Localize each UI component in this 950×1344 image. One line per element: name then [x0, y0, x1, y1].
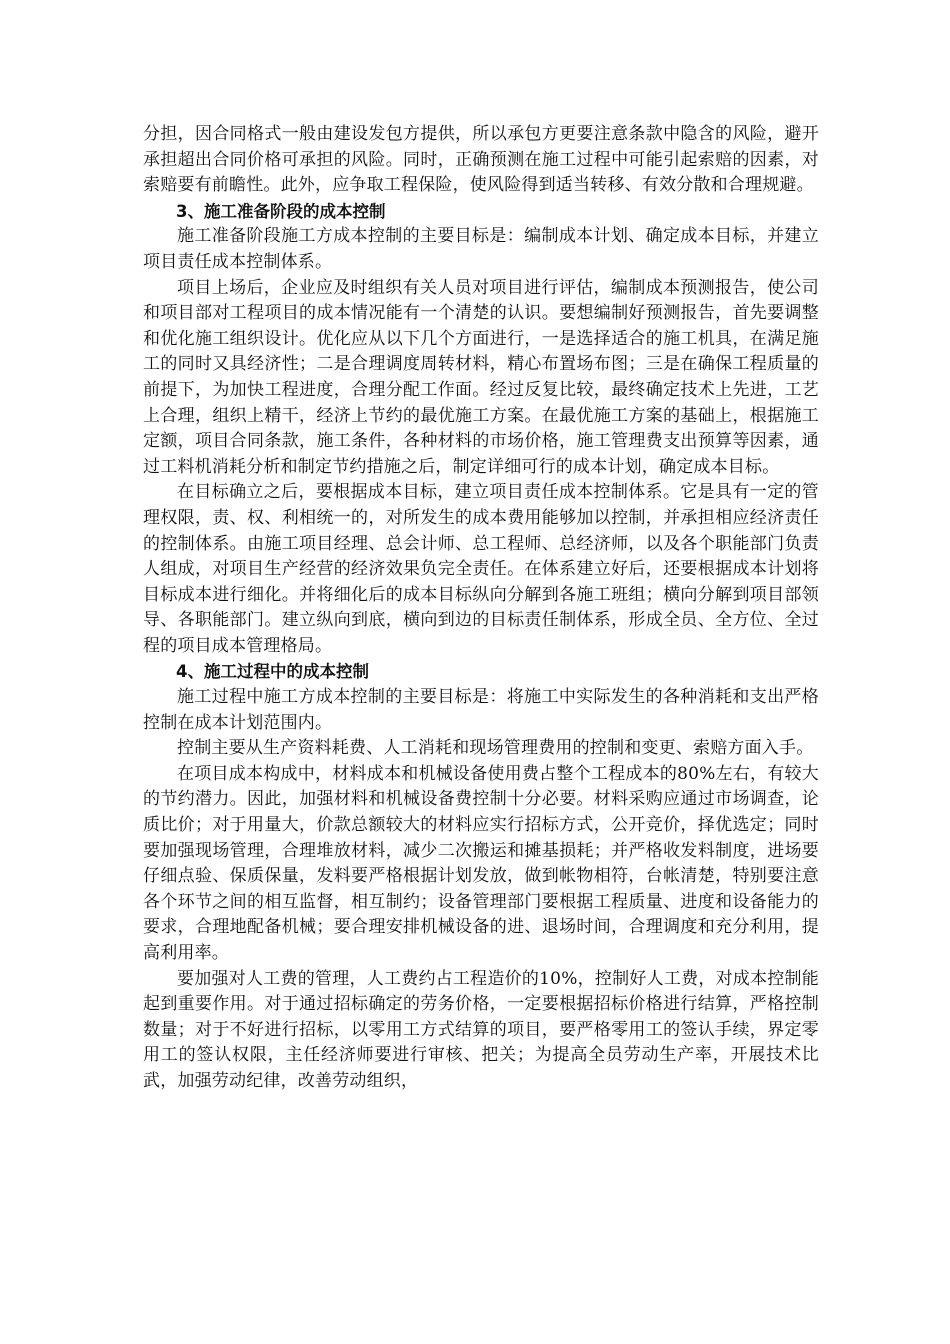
paragraph-risk-allocation: 分担，因合同格式一般由建设发包方提供，所以承包方更要注意条款中隐含的风险，避开承担超出合同价格可承担的风险。同时，正确预测在施工过程中可能引起索赔的因素，对索赔要有前瞻性。此外，应争取工程保险，使风险得到适当转移、有效分散和合理规避。: [143, 124, 819, 196]
paragraph-process-goal: 施工过程中施工方成本控制的主要目标是：将施工中实际发生的各种消耗和支出严格控制在成本计划范围内。: [143, 687, 819, 733]
section-heading-4: 4、施工过程中的成本控制: [176, 662, 369, 682]
paragraph-prep-evaluation: 项目上场后，企业应及时组织有关人员对项目进行评估，编制成本预测报告，使公司和项目部对工程项目的成本情况能有一个清楚的认识。要想编制好预测报告，首先要调整和优化施工组织设计。优化应从以下几个方面进行，一是选择适合的施工机具，在满足施工的同时又具经济性；二是合理调度周转材料，精心布置场布图；三是在确保工程质量的前提下，为加快工程进度，合理分配工作面。经过反复比较，最终确定技术上先进，工艺上合理，组织上精干，经济上节约的最优施工方案。在最优施工方案的基础上，根据施工定额，项目合同条款，施工条件，各种材料的市场价格，施工管理费支出预算等因素，通过工料机消耗分析和制定节约措施之后，制定详细可行的成本计划，确定成本目标。: [143, 277, 819, 477]
paragraph-labor-cost: 要加强对人工费的管理，人工费约占工程造价的10%，控制好人工费，对成本控制能起到重要作用。对于通过招标确定的劳务价格，一定要根据招标价格进行结算，严格控制数量；对于不好进行招标，以零用工方式结算的项目，要严格零用工的签认手续，界定零用工的签认权限，主任经济师要进行审核、把关；为提高全员劳动生产率，开展技术比武，加强劳动纪律，改善劳动组织，: [143, 968, 819, 1091]
paragraph-material-machinery: 在项目成本构成中，材料成本和机械设备使用费占整个工程成本的80%左右，有较大的节约潜力。因此，加强材料和机械设备费控制十分必要。材料采购应通过市场调查，论质比价；对于用量大，价款总额较大的材料应实行招标方式，公开竞价，择优选定；同时要加强现场管理，合理堆放材料，减少二次搬运和摊基损耗；并严格收发料制度，进场要仔细点验、保质保量，发料要严格根据计划发放，做到帐物相符，台帐清楚，特别要注意各个环节之间的相互监督，相互制约；设备管理部门要根据工程质量、进度和设备能力的要求，合理地配备机械；要合理安排机械设备的进、退场时间，合理调度和充分利用，提高利用率。: [143, 763, 819, 963]
paragraph-responsibility-system: 在目标确立之后，要根据成本目标，建立项目责任成本控制体系。它是具有一定的管理权限，责、权、利相统一的，对所发生的成本费用能够加以控制，并承担相应经济责任的控制体系。由施工项目经理、总会计师、总工程师、总经济师，以及各个职能部门负责人组成，对项目生产经营的经济效果负完全责任。在体系建立好后，还要根据成本计划将目标成本进行细化。并将细化后的成本目标纵向分解到各施工班组；横向分解到项目部领导、各职能部门。建立纵向到底，横向到边的目标责任制体系，形成全员、全方位、全过程的项目成本管理格局。: [143, 482, 819, 656]
paragraph-prep-goal: 施工准备阶段施工方成本控制的主要目标是：编制成本计划、确定成本目标，并建立项目责任成本控制体系。: [143, 226, 819, 272]
paragraph-control-scope: 控制主要从生产资料耗费、人工消耗和现场管理费用的控制和变更、索赔方面入手。: [177, 738, 814, 759]
document-page: [143, 122, 819, 1095]
section-heading-3: 3、施工准备阶段的成本控制: [176, 201, 386, 221]
